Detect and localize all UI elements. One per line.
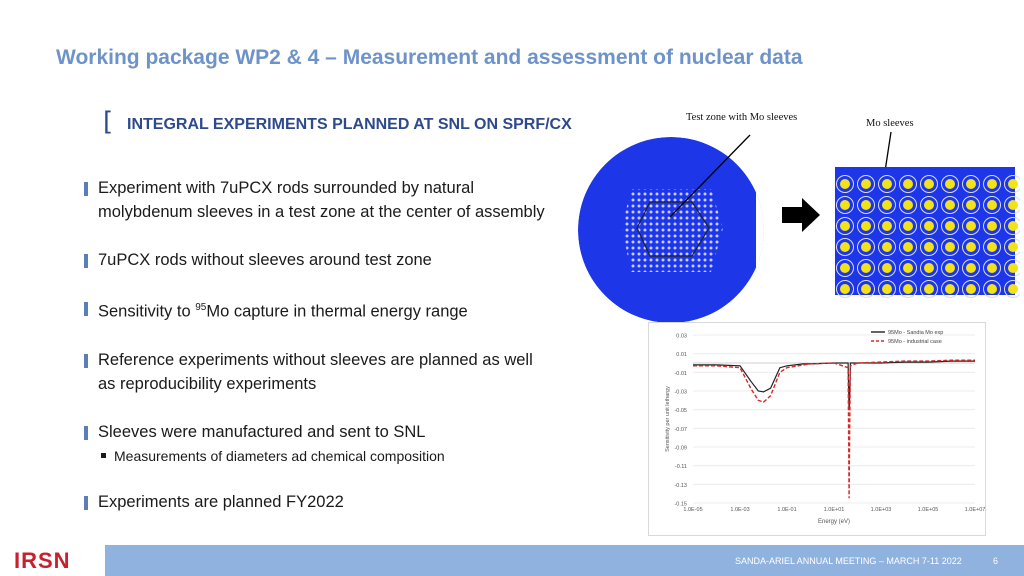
x-axis-label: Energy (eV) xyxy=(817,519,851,525)
fuel-rod xyxy=(903,221,913,231)
bullet-item: Experiment with 7uPCX rods surrounded by natural molybdenum sleeves in a test zone at the center of assembly xyxy=(84,176,554,224)
footer xyxy=(0,545,1024,576)
y-tick-label: -0.11 xyxy=(674,464,687,471)
bullet-item: Reference experiments without sleeves are planned as well as reproducibility experiments xyxy=(84,348,554,396)
fuel-rod xyxy=(945,221,955,231)
fuel-rod xyxy=(840,179,850,189)
fuel-rod xyxy=(966,179,976,189)
fuel-rod xyxy=(924,179,934,189)
fuel-rod xyxy=(861,200,871,210)
fuel-rod xyxy=(903,179,913,189)
fuel-rod xyxy=(861,179,871,189)
fuel-rod xyxy=(945,179,955,189)
fuel-rod xyxy=(987,242,997,252)
fuel-rod xyxy=(924,284,934,294)
fuel-rod xyxy=(861,263,871,273)
mo-sleeves-label: Mo sleeves xyxy=(866,118,914,129)
fuel-rod xyxy=(966,242,976,252)
fuel-rod xyxy=(1008,200,1018,210)
sensitivity-chart-panel xyxy=(648,322,986,536)
fuel-rod xyxy=(987,284,997,294)
fuel-rod xyxy=(840,221,850,231)
assembly-figure xyxy=(570,125,1020,325)
y-tick-label: -0.01 xyxy=(674,370,687,377)
legend-label: 95Mo - Sandia Mo exp xyxy=(888,330,944,336)
fuel-rod xyxy=(966,221,976,231)
y-tick-label: -0.07 xyxy=(674,426,687,433)
fuel-rod xyxy=(840,284,850,294)
fuel-rod xyxy=(903,200,913,210)
meeting-label: SANDA-ARIEL ANNUAL MEETING – MARCH 7-11 2022 xyxy=(735,556,962,566)
bullet-list xyxy=(84,176,554,514)
fuel-rod xyxy=(840,263,850,273)
legend-label: 95Mo - industrial case xyxy=(888,339,942,345)
bullet-text: Mo capture in thermal energy range xyxy=(206,302,468,321)
fuel-rod xyxy=(966,200,976,210)
y-axis-label: Sensitivity per unit lethargy xyxy=(665,386,671,452)
bullet-item: Sleeves were manufactured and sent to SNL xyxy=(84,420,554,444)
fuel-rod xyxy=(840,200,850,210)
fuel-rod xyxy=(1008,263,1018,273)
x-tick-label: 1.0E-05 xyxy=(683,507,703,513)
test-zone-label: Test zone with Mo sleeves xyxy=(686,112,798,123)
fuel-rod xyxy=(903,263,913,273)
page-number: 6 xyxy=(993,556,999,566)
fuel-rod xyxy=(966,263,976,273)
y-tick-label: 0.03 xyxy=(676,333,687,340)
section-subtitle: INTEGRAL EXPERIMENTS PLANNED AT SNL ON SPRF/CX xyxy=(127,116,572,133)
irsn-logo: IRSN xyxy=(14,548,71,573)
fuel-rod xyxy=(945,200,955,210)
y-tick-label: 0.01 xyxy=(676,352,687,359)
fuel-rod xyxy=(861,242,871,252)
bullet-item xyxy=(84,296,554,324)
fuel-rod xyxy=(987,221,997,231)
lattice-zoom xyxy=(835,167,1020,298)
isotope-superscript: 95 xyxy=(195,302,207,313)
fuel-rod xyxy=(840,242,850,252)
fuel-rod xyxy=(945,284,955,294)
fuel-rod xyxy=(924,242,934,252)
y-tick-label: -0.09 xyxy=(674,445,687,452)
fuel-rod xyxy=(924,263,934,273)
series-line xyxy=(693,360,975,498)
sensitivity-chart xyxy=(649,323,985,535)
fuel-rod xyxy=(987,263,997,273)
x-tick-label: 1.0E+01 xyxy=(823,507,845,513)
fuel-rod xyxy=(882,179,892,189)
x-tick-label: 1.0E+07 xyxy=(964,507,985,513)
fuel-rod xyxy=(1008,221,1018,231)
fuel-rod xyxy=(903,242,913,252)
sub-bullet-item: Measurements of diameters ad chemical composition xyxy=(84,446,554,466)
bullet-item: Experiments are planned FY2022 xyxy=(84,490,554,514)
fuel-rod xyxy=(1008,242,1018,252)
page-title: Working package WP2 & 4 – Measurement and assessment of nuclear data xyxy=(56,46,803,69)
fuel-rod xyxy=(882,221,892,231)
section-bracket: [ xyxy=(103,107,114,137)
fuel-rod xyxy=(987,200,997,210)
fuel-rod xyxy=(924,221,934,231)
series-line xyxy=(693,361,975,410)
fuel-rod xyxy=(987,179,997,189)
x-tick-label: 1.0E+05 xyxy=(917,507,939,513)
right-arrow-icon xyxy=(782,198,820,232)
x-tick-label: 1.0E-01 xyxy=(777,507,797,513)
fuel-rod xyxy=(861,221,871,231)
y-tick-label: -0.03 xyxy=(674,389,687,396)
fuel-rod xyxy=(861,284,871,294)
bullet-text: Sensitivity to xyxy=(98,302,196,321)
fuel-rod xyxy=(882,200,892,210)
x-tick-label: 1.0E+03 xyxy=(870,507,892,513)
fuel-rod xyxy=(966,284,976,294)
fuel-rod xyxy=(924,200,934,210)
fuel-rod xyxy=(882,263,892,273)
fuel-rod xyxy=(1008,179,1018,189)
bullet-item: 7uPCX rods without sleeves around test zone xyxy=(84,248,554,272)
x-tick-label: 1.0E-03 xyxy=(730,507,750,513)
fuel-rod xyxy=(945,263,955,273)
y-tick-label: -0.13 xyxy=(674,482,687,489)
fuel-rod xyxy=(903,284,913,294)
y-tick-label: -0.05 xyxy=(674,408,687,415)
fuel-rod xyxy=(882,242,892,252)
y-tick-label: -0.15 xyxy=(674,501,687,508)
fuel-rod xyxy=(945,242,955,252)
fuel-rod xyxy=(1008,284,1018,294)
fuel-rod xyxy=(882,284,892,294)
